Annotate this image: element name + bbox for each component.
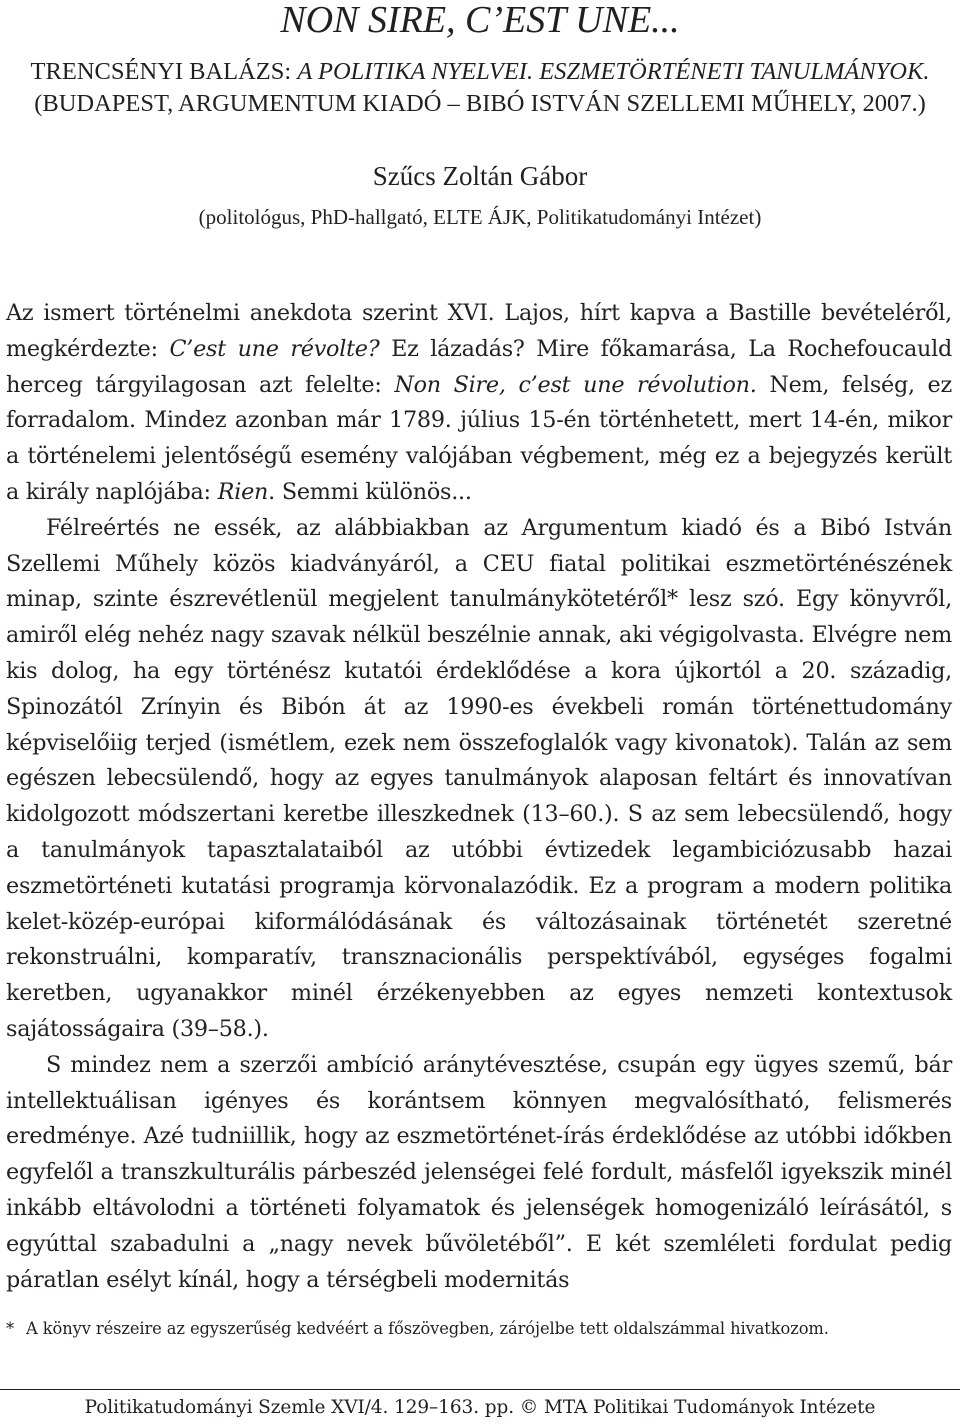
reviewed-book-citation bbox=[0, 56, 960, 120]
text-run: Ez lázadás? Mire főkamarása, La Rochefoucauld herceg tárgyilagosan azt felelte: bbox=[6, 335, 953, 398]
book-author: TRENCSÉNYI BALÁZS: bbox=[30, 58, 298, 85]
text-run: Az ismert történelmi anekdota szerint XVI. Lajos, hírt kapva a Bastille bevételéről, megkérdezte: bbox=[6, 300, 952, 362]
footnote bbox=[6, 1314, 952, 1343]
journal-footer: Politikatudományi Szemle XVI/4. 129–163. pp. © MTA Politikai Tudományok Intézete bbox=[84, 1397, 876, 1418]
paragraph-1 bbox=[6, 296, 952, 511]
text-run: . Semmi különös... bbox=[268, 478, 472, 505]
footer-divider bbox=[0, 1389, 960, 1390]
text-run: Nem, felség, ez forradalom. Mindez azonban már 1789. július 15-én történhetett, mert 14-én, mikor a történelemi jelentőségű esemény valójában végbement, még ez a bejegyzés került a király naplójába: bbox=[6, 371, 952, 505]
citation-line-1 bbox=[0, 56, 960, 88]
footnote-text: A könyv részeire az egyszerűség kedvéért a főszövegben, zárójelbe tett oldalszámmal hivatkozom. bbox=[26, 1319, 829, 1338]
book-title: A POLITIKA NYELVEI. ESZMETÖRTÉNETI TANULMÁNYOK. bbox=[297, 58, 930, 85]
italic-phrase: Rien bbox=[217, 478, 269, 505]
review-author-affiliation: (politológus, PhD-hallgató, ELTE ÁJK, Politikatudományi Intézet) bbox=[198, 205, 762, 229]
footnote-marker: * bbox=[6, 1319, 15, 1338]
article-body bbox=[6, 296, 952, 1298]
citation-line-2: (BUDAPEST, ARGUMENTUM KIADÓ – BIBÓ ISTVÁN SZELLEMI MŰHELY, 2007.) bbox=[34, 90, 926, 117]
review-author-name: Szűcs Zoltán Gábor bbox=[372, 161, 588, 191]
paragraph-3: S mindez nem a szerzői ambíció aránytévesztése, csupán egy ügyes szemű, bár intellektuálisan igényes és korántsem könnyen megvalósítható, felismerés eredménye. Azé tudniillik, hogy az eszmetörténet-írás érdeklődése az utóbbi időkben egyfelől a transzkulturális párbeszéd jelenségei felé fordult, másfelől igyekszik minél inkább eltávolodni a történeti folyamatok és jelenségek homogenizáló leírásától, s egyúttal szabadulni a „nagy nevek bűvöletéből”. E két szemléleti fordulat pedig páratlan esélyt kínál, hogy a térségbeli modernitás bbox=[6, 1051, 952, 1293]
paragraph-2: Félreértés ne essék, az alábbiakban az Argumentum kiadó és a Bibó István Szellemi Műhely közös kiadványáról, a CEU fiatal politikai eszmetörténészének minap, szinte észrevétlenül megjelent tanulmánykötetéről* lesz szó. Egy könyvről, amiről elég nehéz nagy szavak nélkül beszélnie annak, aki végigolvasta. Elvégre nem kis dolog, ha egy történész kutatói érdeklődése a kora újkortól a 20. századig, Spinozától Zrínyin és Bibón át az 1990-es évekbeli román történettudomány képviselőiig terjed (ismétlem, ezek nem összefoglalók vagy kivonatok). Talán az sem egészen lebecsülendő, hogy az egyes tanulmányok alaposan feltárt és innovatívan kidolgozott módszertani keretbe illeszkednek (13–60.). S az sem lebecsülendő, hogy a tanulmányok tapasztalataiból az utóbbi évtizedek legambiciózusabb hazai eszmetörténeti kutatási programja körvonalazódik. Ez a program a modern politika kelet-közép-európai kiformálódásának és változásainak történetét szeretné rekonstruálni, komparatív, transznacionális perspektívából, egységes fogalmi keretben, ugyanakkor minél érzékenyebben az egyes nemzeti kontextusok sajátosságaira (39–58.). bbox=[6, 514, 952, 1042]
article-title: NON SIRE, C’EST UNE... bbox=[280, 0, 680, 41]
italic-phrase: Non Sire, c’est une révolution. bbox=[394, 371, 757, 398]
italic-phrase: C’est une révolte? bbox=[169, 335, 380, 362]
